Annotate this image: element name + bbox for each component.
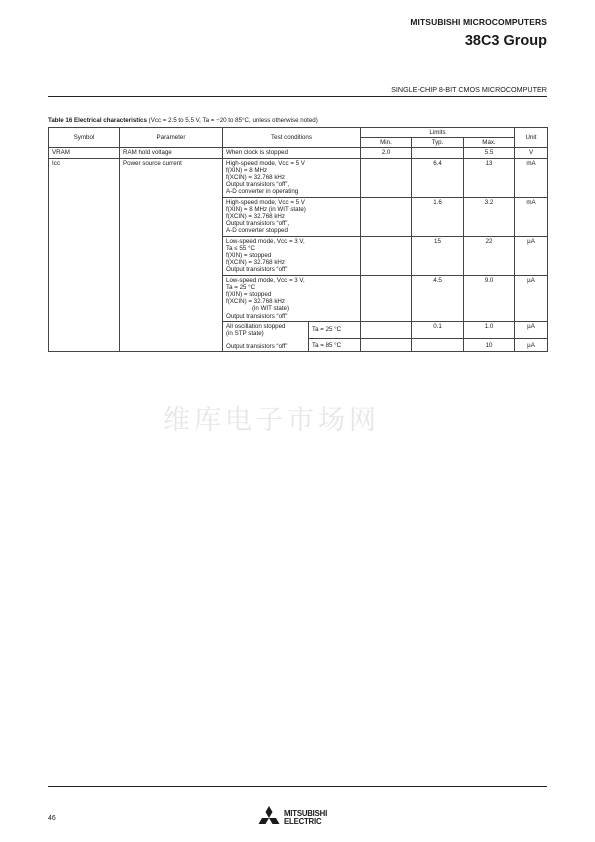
max-cell: 9.0	[464, 275, 515, 321]
table-row	[49, 148, 548, 158]
condition-line: f(XCIN) = 32.768 kHz	[226, 298, 285, 306]
unit-cell: µA	[515, 338, 548, 352]
typ-cell: 0.1	[412, 321, 464, 338]
condition-cell	[223, 158, 361, 197]
header-limits: Limits	[361, 128, 515, 138]
unit-cell: V	[515, 148, 548, 158]
symbol-cell: VRAM	[49, 148, 120, 158]
min-cell	[361, 158, 412, 197]
condition-line: f(XCIN) = 32.768 kHz	[226, 174, 285, 182]
parameter-cell: RAM hold voltage	[120, 148, 223, 158]
max-cell: 22	[464, 236, 515, 275]
condition-line: Output transistors “off”	[226, 266, 288, 274]
condition-cell: When clock is stopped	[223, 148, 361, 158]
min-cell	[361, 275, 412, 321]
parameter-cell: Power source current	[120, 158, 223, 352]
condition-line: High-speed mode, Vcc = 5 V	[226, 159, 305, 167]
unit-cell: µA	[515, 321, 548, 338]
condition-line: f(XIN) = 8 MHz (in WIT state)	[226, 205, 306, 213]
typ-cell: 4.5	[412, 275, 464, 321]
table-caption-title: Table 16 Electrical characteristics	[48, 117, 147, 124]
top-rule	[48, 96, 547, 97]
watermark: 维库电子市场网	[163, 405, 380, 436]
condition-line: Output transistors “off”	[226, 312, 288, 320]
condition-line: Output transistors “off”,	[226, 181, 290, 189]
condition-line: (in WIT state)	[252, 305, 290, 313]
condition-line: A-D converter in operating	[226, 188, 299, 196]
logo-line: ELECTRIC	[284, 817, 322, 826]
logo-line: MITSUBISHI	[284, 809, 328, 818]
header-unit: Unit	[515, 128, 548, 148]
min-cell	[361, 338, 412, 352]
header-parameter: Parameter	[120, 128, 223, 148]
table-caption	[48, 117, 318, 124]
symbol-cell: Icc	[49, 158, 120, 352]
condition-line: Low-speed mode, Vcc = 3 V,	[226, 237, 305, 245]
group-title: 38C3 Group	[464, 33, 547, 49]
condition-line: Ta = 25 °C	[226, 283, 256, 291]
condition-cell	[223, 275, 361, 321]
max-cell: 1.0	[464, 321, 515, 338]
min-cell	[361, 236, 412, 275]
unit-cell: mA	[515, 158, 548, 197]
temperature-cell: Ta = 85 °C	[309, 338, 361, 352]
brand-label: MITSUBISHI MICROCOMPUTERS	[410, 17, 547, 27]
logo-wordmark	[284, 810, 327, 826]
min-cell	[361, 321, 412, 338]
temperature-cell: Ta = 25 °C	[309, 321, 361, 338]
header-min: Min.	[361, 138, 412, 148]
unit-cell: µA	[515, 275, 548, 321]
condition-cell	[223, 197, 361, 236]
typ-cell: 6.4	[412, 158, 464, 197]
mitsubishi-diamonds-icon	[256, 806, 282, 830]
unit-cell: mA	[515, 197, 548, 236]
table-header-row	[49, 128, 548, 138]
condition-line: f(XIN) = stopped	[226, 291, 272, 299]
table-row	[49, 158, 548, 197]
condition-line: Low-speed mode, Vcc = 3 V,	[226, 276, 305, 284]
max-cell: 13	[464, 158, 515, 197]
page-number: 46	[48, 815, 56, 822]
unit-cell: µA	[515, 236, 548, 275]
condition-line: High-speed mode, Vcc = 5 V	[226, 198, 305, 206]
condition-cell	[223, 321, 309, 352]
table-caption-conditions: (Vcc = 2.5 to 5.5 V, Ta = −20 to 85°C, unless otherwise noted)	[146, 117, 318, 124]
condition-line: Output transistors “off”	[226, 343, 288, 351]
typ-cell: 1.6	[412, 197, 464, 236]
typ-cell	[412, 338, 464, 352]
condition-line: Ta ≤ 55 °C	[226, 244, 255, 252]
condition-line: f(XCIN) = 32.768 kHz	[226, 213, 285, 221]
condition-line: (in STP state)	[226, 330, 264, 338]
footer-logo	[256, 806, 327, 830]
max-cell: 5.5	[464, 148, 515, 158]
header-test-conditions: Test conditions	[223, 128, 361, 148]
condition-cell	[223, 236, 361, 275]
typ-cell: 15	[412, 236, 464, 275]
header-symbol: Symbol	[49, 128, 120, 148]
condition-line: All oscillation stopped	[226, 322, 286, 330]
condition-line: f(XIN) = stopped	[226, 252, 272, 260]
max-cell: 10	[464, 338, 515, 352]
page-subtitle: SINGLE-CHIP 8-BIT CMOS MICROCOMPUTER	[391, 85, 547, 94]
min-cell: 2.0	[361, 148, 412, 158]
min-cell	[361, 197, 412, 236]
header-max: Max.	[464, 138, 515, 148]
condition-line: f(XIN) = 8 MHz	[226, 166, 268, 174]
max-cell: 3.2	[464, 197, 515, 236]
typ-cell	[412, 148, 464, 158]
condition-line: Output transistors “off”,	[226, 220, 290, 228]
bottom-rule	[48, 786, 547, 787]
condition-line: f(XCIN) = 32.768 kHz	[226, 259, 285, 267]
electrical-characteristics-table	[48, 127, 548, 352]
header-typ: Typ.	[412, 138, 464, 148]
condition-line: A-D converter stopped	[226, 227, 288, 235]
